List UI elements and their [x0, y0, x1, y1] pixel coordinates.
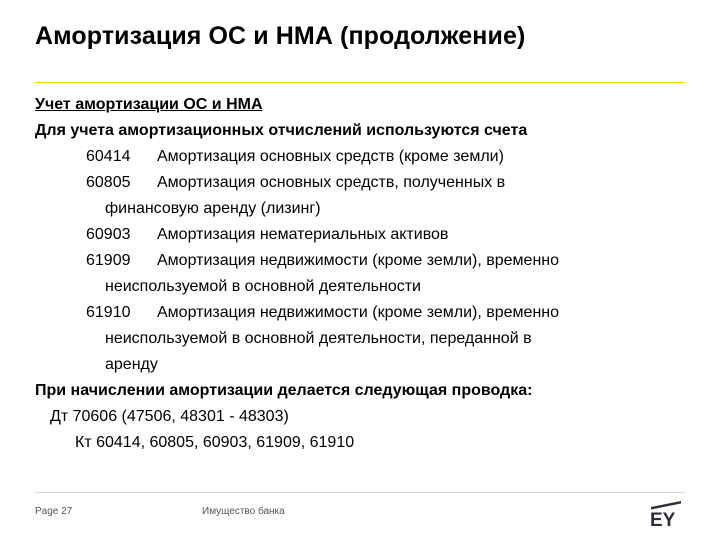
account-item — [35, 144, 685, 170]
footer-divider — [35, 492, 685, 493]
account-item — [35, 170, 685, 222]
slide-title: Амортизация ОС и НМА (продолжение) — [35, 22, 526, 50]
logo-beam — [651, 501, 681, 510]
account-code: 60414 — [86, 148, 131, 165]
footer-caption: Имущество банка — [202, 506, 285, 517]
entry-intro: При начислении амортизации делается следующая проводка: — [35, 382, 533, 399]
account-desc-line: Амортизация недвижимости (кроме земли), временно — [157, 252, 560, 269]
title-divider — [35, 82, 685, 83]
account-desc-line: Амортизация основных средств (кроме земли) — [157, 148, 504, 165]
account-desc-line: неиспользуемой в основной деятельности — [105, 278, 421, 295]
account-desc-line: аренду — [105, 356, 158, 373]
credit-entry: Кт 60414, 60805, 60903, 61909, 61910 — [75, 434, 355, 451]
section-heading: Учет амортизации ОС и НМА — [35, 96, 263, 113]
account-desc-line: Амортизация нематериальных активов — [157, 226, 449, 243]
account-code: 61910 — [86, 304, 131, 321]
account-desc-line: Амортизация основных средств, полученных в — [157, 174, 506, 191]
slide-body — [35, 92, 685, 456]
debit-entry: Дт 70606 (47506, 48301 - 48303) — [50, 408, 289, 425]
account-item — [35, 248, 685, 300]
account-description — [157, 222, 685, 248]
account-desc-line: неиспользуемой в основной деятельности, переданной в — [105, 330, 532, 347]
accounts-intro: Для учета амортизационных отчислений используются счета — [35, 122, 528, 139]
account-description — [157, 144, 685, 170]
page-number: Page 27 — [35, 506, 73, 517]
account-desc-line: Амортизация недвижимости (кроме земли), временно — [157, 304, 560, 321]
account-code: 60903 — [86, 226, 131, 243]
logo-text: EY — [650, 510, 676, 527]
account-item — [35, 222, 685, 248]
ey-logo — [649, 499, 685, 527]
account-desc-line: финансовую аренду (лизинг) — [105, 200, 321, 217]
account-code: 61909 — [86, 252, 131, 269]
account-code: 60805 — [86, 174, 131, 191]
account-item — [35, 300, 685, 378]
